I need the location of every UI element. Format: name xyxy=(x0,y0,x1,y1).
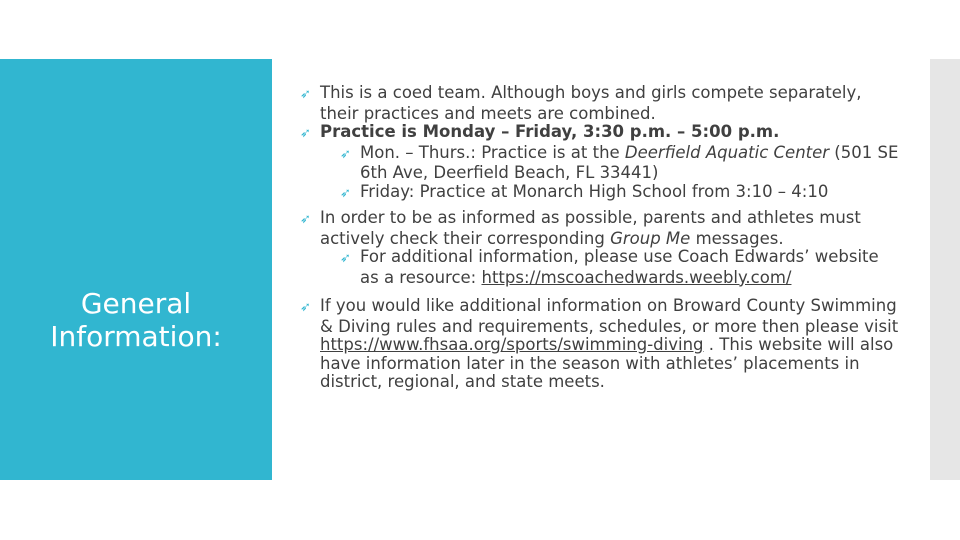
arrow-bullet-icon: ➶ xyxy=(300,126,311,141)
arrow-bullet-icon: ➶ xyxy=(340,185,351,201)
slide-title: General Information: xyxy=(50,287,222,354)
coach-website-link[interactable]: https://mscoachedwards.weebly.com/ xyxy=(481,267,792,287)
title-panel xyxy=(0,59,272,480)
bullet-fhsaa: ➶ If you would like additional information on Broward County Swimming & Diving rules and requirements, schedules, or more then please visit https://www.fhsaa.org/sports/swimming-diving . This website will also have information later in the season with athletes’ placements in district, regional, and state meets. xyxy=(300,296,899,391)
arrow-bullet-icon: ➶ xyxy=(340,251,351,266)
bullet-group-me: ➶ In order to be as informed as possible, parents and athletes must actively check their corresponding Group Me messages. xyxy=(300,208,861,248)
arrow-bullet-icon: ➶ xyxy=(340,146,351,162)
bullet-coach-website: ➶ For additional information, please use Coach Edwards’ website as a resource: https://mscoachedwards.weebly.com/ xyxy=(340,247,879,287)
bullet-practice-schedule: ➶ Practice is Monday – Friday, 3:30 p.m. – 5:00 p.m. xyxy=(300,123,900,144)
arrow-bullet-icon: ➶ xyxy=(300,212,311,227)
right-accent-bar xyxy=(930,59,960,480)
bullet-mon-thurs: ➶ Mon. – Thurs.: Practice is at the Deerfield Aquatic Center (501 SE 6th Ave, Deerfield Beach, FL 33441) xyxy=(340,142,899,182)
fhsaa-link[interactable]: https://www.fhsaa.org/sports/swimming-diving xyxy=(320,335,704,354)
arrow-bullet-icon: ➶ xyxy=(300,87,311,102)
bullet-coed-team: ➶ This is a coed team. Although boys and girls compete separately, their practices and meets are combined. xyxy=(300,83,862,123)
content-body xyxy=(300,84,900,392)
bullet-friday: ➶ Friday: Practice at Monarch High School from 3:10 – 4:10 xyxy=(300,183,900,204)
arrow-bullet-icon: ➶ xyxy=(300,300,311,315)
